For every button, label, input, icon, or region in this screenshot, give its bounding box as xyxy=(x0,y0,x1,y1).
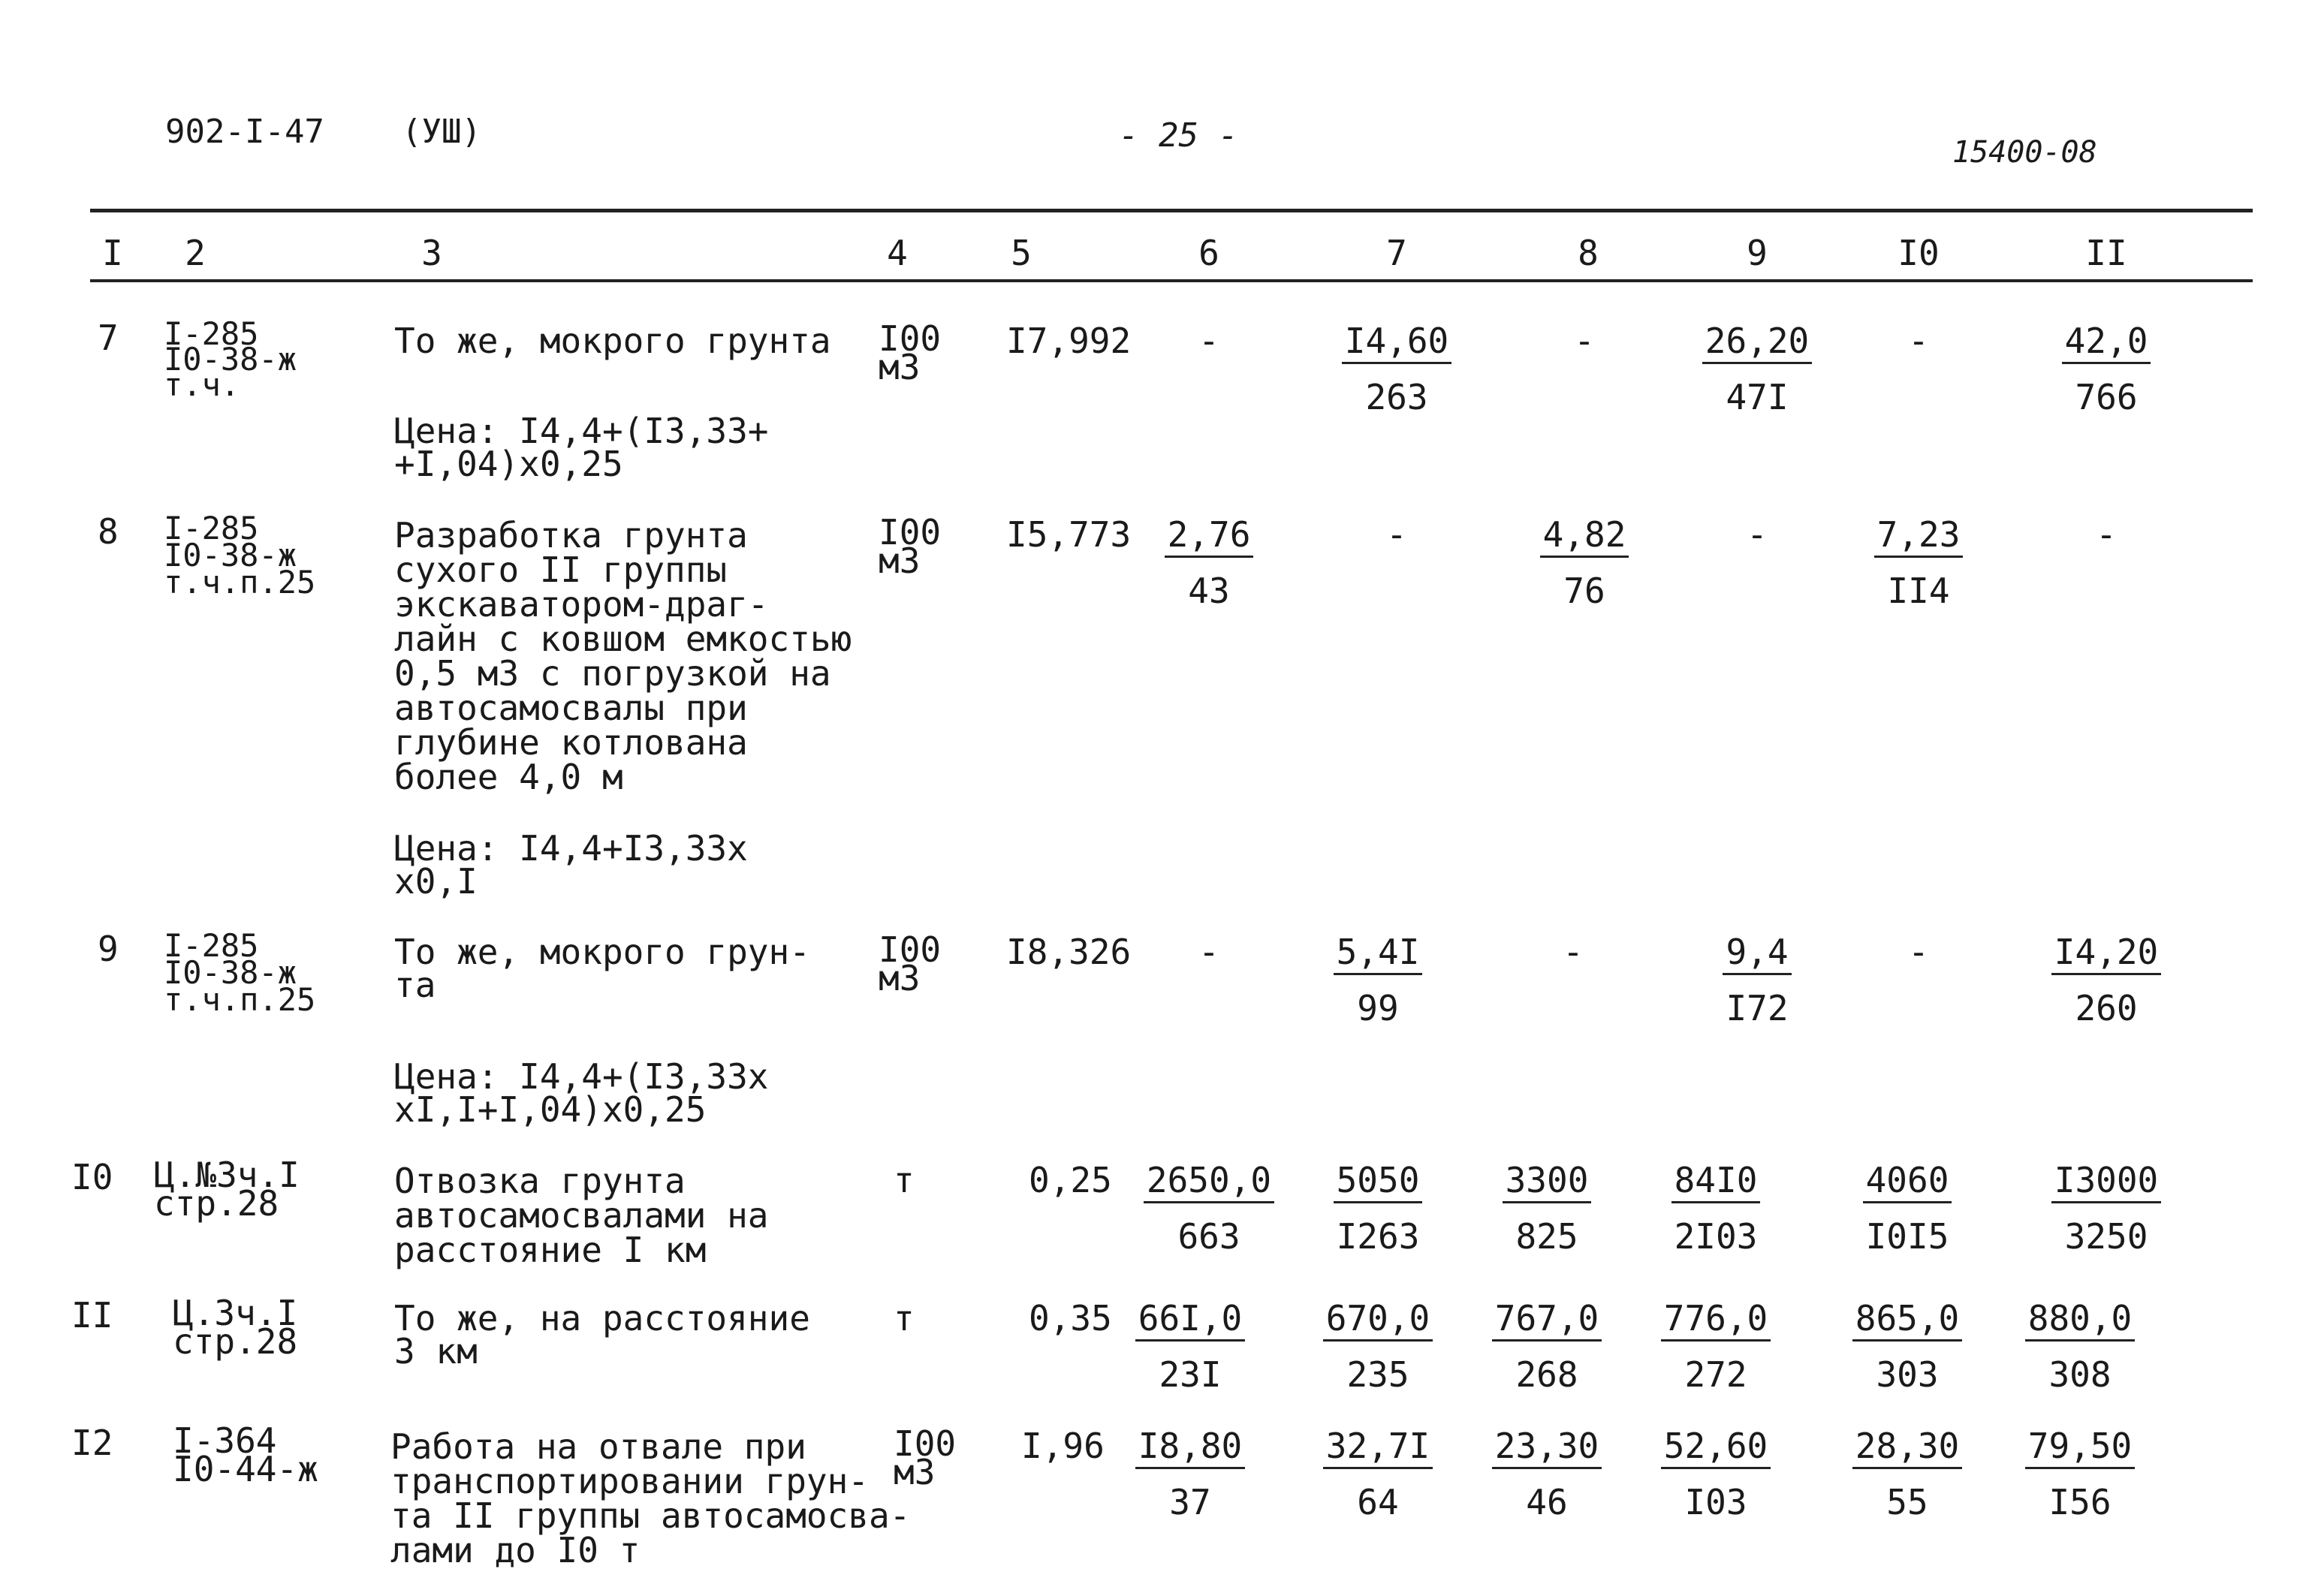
quantity: I5,773 xyxy=(1006,514,1132,555)
value-col-10: $\frac{7,23}{II4}$ xyxy=(1832,518,2005,607)
unit: I00 м3 xyxy=(879,512,942,581)
value-col-11: $\frac{42,0}{766}$ xyxy=(2020,324,2193,414)
value-col-9: $\frac{84I0}{2I03}$ xyxy=(1629,1164,1802,1253)
unit: I00 м3 xyxy=(879,318,942,387)
quantity: 0,25 xyxy=(1029,1160,1112,1200)
quantity: I,96 xyxy=(1021,1426,1105,1466)
col-head-4: 4 xyxy=(887,233,908,273)
value-col-7: $\frac{670,0}{235}$ xyxy=(1292,1302,1464,1391)
price-formula: Цена: I4,4+(I3,33+ +I,04)x0,25 xyxy=(394,411,769,484)
col-head-10: I0 xyxy=(1898,233,1940,273)
norm-code: Ц.№3ч.I стр.28 xyxy=(154,1155,300,1224)
value-col-8: $\frac{4,82}{76}$ xyxy=(1498,518,1671,607)
value-col-8: - xyxy=(1563,932,1584,972)
value-col-6: $\frac{I8,80}{37}$ xyxy=(1104,1429,1277,1519)
value-col-11: $\frac{I4,20}{260}$ xyxy=(2020,935,2193,1025)
value-col-10: $\frac{28,30}{55}$ xyxy=(1821,1429,1994,1519)
row-number: I2 xyxy=(71,1423,113,1463)
value-col-6: $\frac{2,76}{43}$ xyxy=(1123,518,1295,607)
col-head-2: 2 xyxy=(185,233,206,273)
value-col-8: $\frac{767,0}{268}$ xyxy=(1460,1302,1633,1391)
page-number: - 25 - xyxy=(1119,116,1238,155)
work-description: Работа на отвале при транспортировании грун- та II группы автосамосва- лами до I0 т xyxy=(390,1426,911,1570)
row-number: 9 xyxy=(98,929,119,969)
quantity: I7,992 xyxy=(1006,321,1132,361)
value-col-8: - xyxy=(1574,321,1595,361)
norm-code: I-285 I0-38-ж т.ч. xyxy=(164,315,297,403)
document-code: 902-I-47 xyxy=(165,113,324,151)
value-col-9: $\frac{776,0}{272}$ xyxy=(1629,1302,1802,1391)
value-col-6: $\frac{2650,0}{663}$ xyxy=(1123,1164,1295,1253)
value-col-8: $\frac{3300}{825}$ xyxy=(1460,1164,1633,1253)
value-col-11: $\frac{880,0}{308}$ xyxy=(1994,1302,2166,1391)
value-col-6: - xyxy=(1198,321,1219,361)
row-number: I0 xyxy=(71,1157,113,1197)
row-number: 7 xyxy=(98,318,119,358)
value-col-11: $\frac{79,50}{I56}$ xyxy=(1994,1429,2166,1519)
norm-code: I-285 I0-38-ж т.ч.п.25 xyxy=(164,510,316,601)
norm-code: I-285 I0-38-ж т.ч.п.25 xyxy=(164,927,316,1018)
value-col-10: $\frac{4060}{I0I5}$ xyxy=(1821,1164,1994,1253)
row-number: II xyxy=(71,1295,113,1336)
col-head-7: 7 xyxy=(1386,233,1407,273)
quantity: I8,326 xyxy=(1006,932,1132,972)
top-rule xyxy=(90,209,2253,212)
work-description: То же, на расстояние 3 км xyxy=(394,1298,810,1372)
value-col-9: - xyxy=(1747,514,1768,555)
volume-label: (УШ) xyxy=(402,113,481,151)
col-head-3: 3 xyxy=(421,233,442,273)
price-formula: Цена: I4,4+I3,33x x0,I xyxy=(394,828,748,902)
value-col-8: $\frac{23,30}{46}$ xyxy=(1460,1429,1633,1519)
value-col-6: $\frac{66I,0}{23I}$ xyxy=(1104,1302,1277,1391)
column-header-rule xyxy=(90,279,2253,282)
quantity: 0,35 xyxy=(1029,1298,1112,1339)
value-col-6: - xyxy=(1198,932,1219,972)
work-description: То же, мокрого грун- та xyxy=(394,932,810,1005)
unit: т xyxy=(894,1160,915,1200)
value-col-7: $\frac{5,4I}{99}$ xyxy=(1292,935,1464,1025)
col-head-1: I xyxy=(102,233,123,273)
work-description: То же, мокрого грунта xyxy=(394,321,831,361)
row-number: 8 xyxy=(98,511,119,552)
col-head-5: 5 xyxy=(1011,233,1032,273)
value-col-7: $\frac{5050}{I263}$ xyxy=(1292,1164,1464,1253)
unit: I00 м3 xyxy=(879,929,942,998)
value-col-9: $\frac{26,20}{47I}$ xyxy=(1671,324,1843,414)
price-formula: Цена: I4,4+(I3,33x xI,I+I,04)x0,25 xyxy=(394,1056,769,1130)
col-head-11: II xyxy=(2085,233,2127,273)
norm-code: Ц.3ч.I стр.28 xyxy=(173,1293,298,1362)
value-col-11: $\frac{I3000}{3250}$ xyxy=(2020,1164,2193,1253)
norm-code: I-364 I0-44-ж xyxy=(173,1420,318,1489)
unit: I00 м3 xyxy=(894,1423,957,1492)
value-col-10: $\frac{865,0}{303}$ xyxy=(1821,1302,1994,1391)
col-head-9: 9 xyxy=(1747,233,1768,273)
col-head-8: 8 xyxy=(1578,233,1599,273)
value-col-10: - xyxy=(1908,321,1929,361)
value-col-7: $\frac{I4,60}{263}$ xyxy=(1310,324,1483,414)
col-head-6: 6 xyxy=(1198,233,1219,273)
value-col-9: $\frac{9,4}{I72}$ xyxy=(1671,935,1843,1025)
work-description: Разработка грунта сухого II группы экскаватором-драг- лайн с ковшом емкостью 0,5 м3 с погрузкой на автосамосвалы при глубине котлована более 4,0 м xyxy=(394,515,852,797)
value-col-11: - xyxy=(2096,514,2117,555)
value-col-9: $\frac{52,60}{I03}$ xyxy=(1629,1429,1802,1519)
work-description: Отвозка грунта автосамосвалами на расстояние I км xyxy=(394,1161,769,1270)
value-col-7: $\frac{32,7I}{64}$ xyxy=(1292,1429,1464,1519)
unit: т xyxy=(894,1298,915,1339)
value-col-7: - xyxy=(1386,514,1407,555)
sheet-code: 15400-08 xyxy=(1952,135,2097,170)
value-col-10: - xyxy=(1908,932,1929,972)
